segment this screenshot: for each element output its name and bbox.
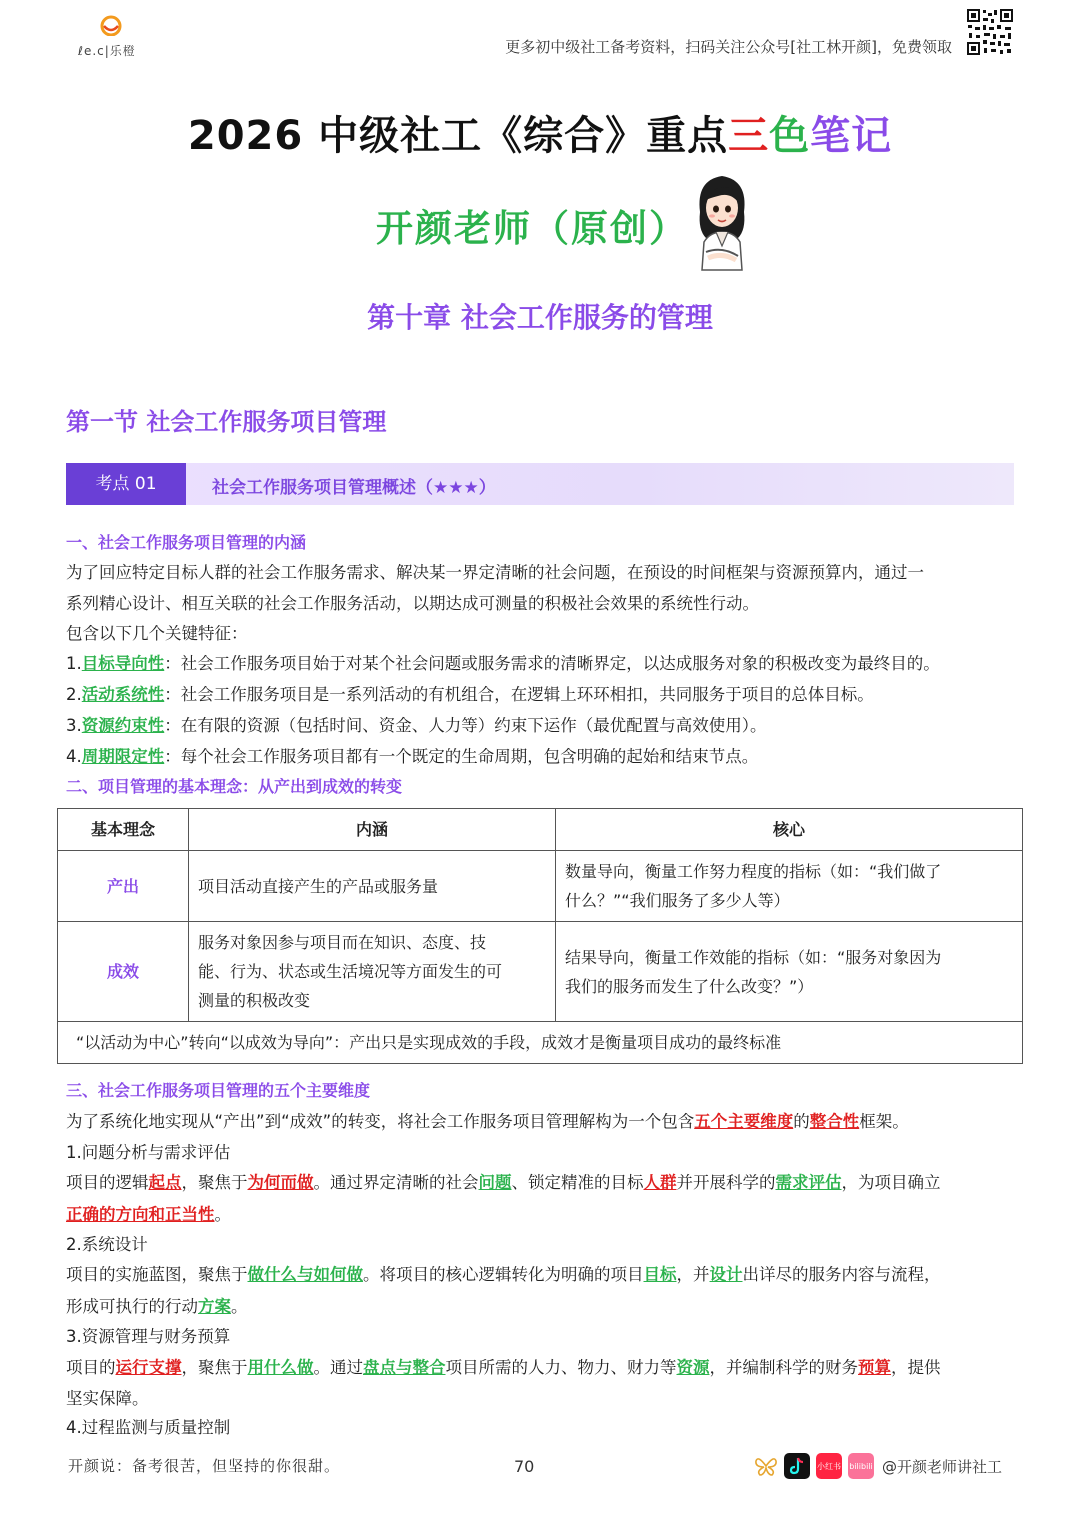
text-run: 为了系统化地实现从“产出”到“成效”的转变，将社会工作服务项目管理解构为一个包含 bbox=[66, 1112, 695, 1131]
feature-item bbox=[66, 743, 758, 767]
part3-intro bbox=[66, 1108, 909, 1132]
dimension-line bbox=[66, 1261, 941, 1285]
table-header-row bbox=[58, 809, 1023, 851]
text-run: ，并 bbox=[676, 1265, 710, 1284]
row-name: 产出 bbox=[58, 851, 189, 922]
logo-text: ℓe.c|乐橙 bbox=[78, 44, 136, 58]
table-row bbox=[58, 922, 1023, 1022]
title-char-san: 三 bbox=[728, 113, 770, 159]
row-meaning-line: 服务对象因参与项目而在知识、态度、技 bbox=[198, 933, 487, 952]
teacher-credit: 开颜老师（原创） bbox=[376, 207, 688, 250]
feature-number: 2. bbox=[66, 685, 82, 704]
key-term: 五个主要维度 bbox=[694, 1112, 794, 1131]
feature-key: 活动系统性 bbox=[81, 685, 165, 704]
text-run: 出详尽的服务内容与流程， bbox=[742, 1265, 941, 1284]
key-term: 目标 bbox=[643, 1265, 677, 1284]
butterfly-icon[interactable] bbox=[754, 1455, 778, 1477]
text-run: 项目所需的人力、物力、财力等 bbox=[445, 1358, 677, 1377]
row-core-line: 什么？”“我们服务了多少人等） bbox=[565, 891, 790, 910]
key-term: 盘点与整合 bbox=[363, 1358, 446, 1377]
key-term: 设计 bbox=[709, 1265, 743, 1284]
text-run: 项目的实施蓝图，聚焦于 bbox=[66, 1265, 248, 1284]
key-term: 预算 bbox=[858, 1358, 891, 1377]
text-run: 项目的 bbox=[66, 1358, 116, 1377]
dimension-title: 4.过程监测与质量控制 bbox=[66, 1418, 231, 1437]
text-run: 。 bbox=[231, 1297, 248, 1316]
feature-key: 资源约束性 bbox=[81, 716, 165, 735]
text-run: 项目的逻辑 bbox=[66, 1173, 149, 1192]
text-run: ，为项目确立 bbox=[841, 1173, 941, 1192]
text-run: 框架。 bbox=[859, 1112, 909, 1131]
row-core bbox=[556, 851, 1023, 922]
feature-number: 3. bbox=[66, 716, 82, 735]
key-term: 起点 bbox=[148, 1173, 182, 1192]
feature-text: ：在有限的资源（包括时间、资金、人力等）约束下运作（最优配置与高效使用）。 bbox=[164, 716, 767, 735]
key-term: 问题 bbox=[478, 1173, 512, 1192]
row-meaning-line: 测量的积极改变 bbox=[198, 991, 311, 1010]
text-run: ，提供 bbox=[891, 1358, 941, 1377]
text-run: 形成可执行的行动 bbox=[66, 1297, 198, 1316]
dimension-line bbox=[66, 1293, 248, 1317]
text-run: 、锁定精准的目标 bbox=[511, 1173, 644, 1192]
part1-heading: 一、社会工作服务项目管理的内涵 bbox=[66, 533, 307, 552]
social-handle[interactable]: @开颜老师讲社工 bbox=[882, 1457, 1003, 1476]
main-title bbox=[0, 104, 1080, 161]
dimension-line bbox=[66, 1201, 231, 1225]
kaodian-title: 社会工作服务项目管理概述（★★★） bbox=[212, 478, 496, 498]
table-footer-row bbox=[58, 1022, 1023, 1064]
row-meaning-line: 能、行为、状态或生活境况等方面发生的可 bbox=[198, 962, 503, 981]
dimension-line: 坚实保障。 bbox=[66, 1389, 149, 1408]
text-run: ，聚焦于 bbox=[181, 1358, 248, 1377]
title-char-se: 色 bbox=[769, 113, 811, 159]
feature-number: 1. bbox=[66, 654, 82, 673]
tiktok-glyph-icon bbox=[789, 1457, 805, 1475]
section-title: 第一节 社会工作服务项目管理 bbox=[66, 408, 387, 436]
table-header: 核心 bbox=[556, 809, 1023, 851]
feature-text: ：社会工作服务项目始于对某个社会问题或服务需求的清晰界定，以达成服务对象的积极改变为最终目的。 bbox=[164, 654, 940, 673]
row-meaning: 项目活动直接产生的产品或服务量 bbox=[189, 851, 556, 922]
part3-heading: 三、社会工作服务项目管理的五个主要维度 bbox=[66, 1081, 371, 1100]
concept-table bbox=[57, 808, 1023, 1064]
text-run: 并开展科学的 bbox=[676, 1173, 776, 1192]
key-term: 人群 bbox=[643, 1173, 677, 1192]
tiktok-icon[interactable] bbox=[784, 1453, 810, 1479]
text-run: 的 bbox=[793, 1112, 810, 1131]
text-run: 。通过界定清晰的社会 bbox=[313, 1173, 479, 1192]
footer-motto: 开颜说：备考很苦，但坚持的你很甜。 bbox=[68, 1457, 341, 1475]
row-meaning bbox=[189, 922, 556, 1022]
feature-item bbox=[66, 712, 767, 736]
part1-paragraph-line1: 为了回应特定目标人群的社会工作服务需求、解决某一界定清晰的社会问题，在预设的时间框架与资源预算内，通过一 bbox=[66, 563, 924, 582]
dimension-line bbox=[66, 1354, 941, 1378]
text-run: 。 bbox=[214, 1205, 231, 1224]
feature-text: ：每个社会工作服务项目都有一个既定的生命周期，包含明确的起始和结束节点。 bbox=[164, 747, 759, 766]
key-term: 方案 bbox=[198, 1297, 231, 1316]
page-number: 70 bbox=[514, 1457, 535, 1476]
text-run: ，并编制科学的财务 bbox=[709, 1358, 858, 1377]
dimension-title: 1.问题分析与需求评估 bbox=[66, 1143, 231, 1162]
logo-mark-icon bbox=[98, 14, 124, 36]
social-links bbox=[754, 1452, 1002, 1480]
text-run: ，聚焦于 bbox=[181, 1173, 248, 1192]
key-term: 用什么做 bbox=[247, 1358, 314, 1377]
bilibili-icon[interactable]: bilibili bbox=[848, 1453, 874, 1479]
title-prefix: 2026 中级社工《综合》重点 bbox=[187, 113, 729, 159]
qr-code-icon[interactable] bbox=[966, 8, 1014, 56]
key-term: 资源 bbox=[676, 1358, 710, 1377]
key-term: 正确的方向和正当性 bbox=[66, 1205, 215, 1224]
key-term: 整合性 bbox=[809, 1112, 860, 1131]
key-term: 为何而做 bbox=[247, 1173, 314, 1192]
feature-key: 周期限定性 bbox=[81, 747, 165, 766]
part2-heading: 二、项目管理的基本理念：从产出到成效的转变 bbox=[66, 777, 403, 796]
feature-key: 目标导向性 bbox=[81, 654, 165, 673]
xiaohongshu-icon[interactable]: 小红书 bbox=[816, 1453, 842, 1479]
key-term: 做什么与如何做 bbox=[247, 1265, 363, 1284]
chapter-title: 第十章 社会工作服务的管理 bbox=[367, 301, 713, 334]
feature-number: 4. bbox=[66, 747, 82, 766]
dimension-title: 3.资源管理与财务预算 bbox=[66, 1327, 231, 1346]
dimension-title: 2.系统设计 bbox=[66, 1235, 148, 1254]
table-footer-note: “以活动为中心”转向“以成效为导向”：产出只是实现成效的手段，成效才是衡量项目成功的最终标准 bbox=[58, 1022, 1023, 1064]
key-term: 运行支撑 bbox=[115, 1358, 182, 1377]
row-core-line: 数量导向，衡量工作努力程度的指标（如：“我们做了 bbox=[565, 862, 942, 881]
title-notes: 笔记 bbox=[810, 113, 893, 159]
table-header: 内涵 bbox=[189, 809, 556, 851]
text-run: 。将项目的核心逻辑转化为明确的项目 bbox=[363, 1265, 644, 1284]
kaodian-bar bbox=[66, 463, 1014, 505]
kaodian-tag: 考点 01 bbox=[66, 463, 186, 505]
row-name: 成效 bbox=[58, 922, 189, 1022]
row-core-line: 我们的服务而发生了什么改变？”） bbox=[565, 976, 814, 996]
teacher-avatar-icon bbox=[690, 166, 754, 272]
dimension-line bbox=[66, 1169, 941, 1193]
text-run: 。通过 bbox=[313, 1358, 363, 1377]
part1-features-intro: 包含以下几个关键特征： bbox=[66, 624, 248, 643]
table-header: 基本理念 bbox=[58, 809, 189, 851]
brand-logo bbox=[78, 14, 148, 58]
row-core bbox=[556, 922, 1023, 1022]
header-note: 更多初中级社工备考资料，扫码关注公众号[社工林开颜]，免费领取 bbox=[505, 38, 952, 56]
part1-paragraph-line2: 系列精心设计、相互关联的社会工作服务活动，以期达成可测量的积极社会效果的系统性行动。 bbox=[66, 594, 759, 613]
feature-text: ：社会工作服务项目是一系列活动的有机组合，在逻辑上环环相扣，共同服务于项目的总体目标。 bbox=[164, 685, 874, 704]
feature-item bbox=[66, 681, 874, 705]
table-row bbox=[58, 851, 1023, 922]
feature-item bbox=[66, 650, 940, 674]
key-term: 需求评估 bbox=[775, 1173, 842, 1192]
row-core-line: 结果导向，衡量工作效能的指标（如：“服务对象因为 bbox=[565, 947, 942, 967]
